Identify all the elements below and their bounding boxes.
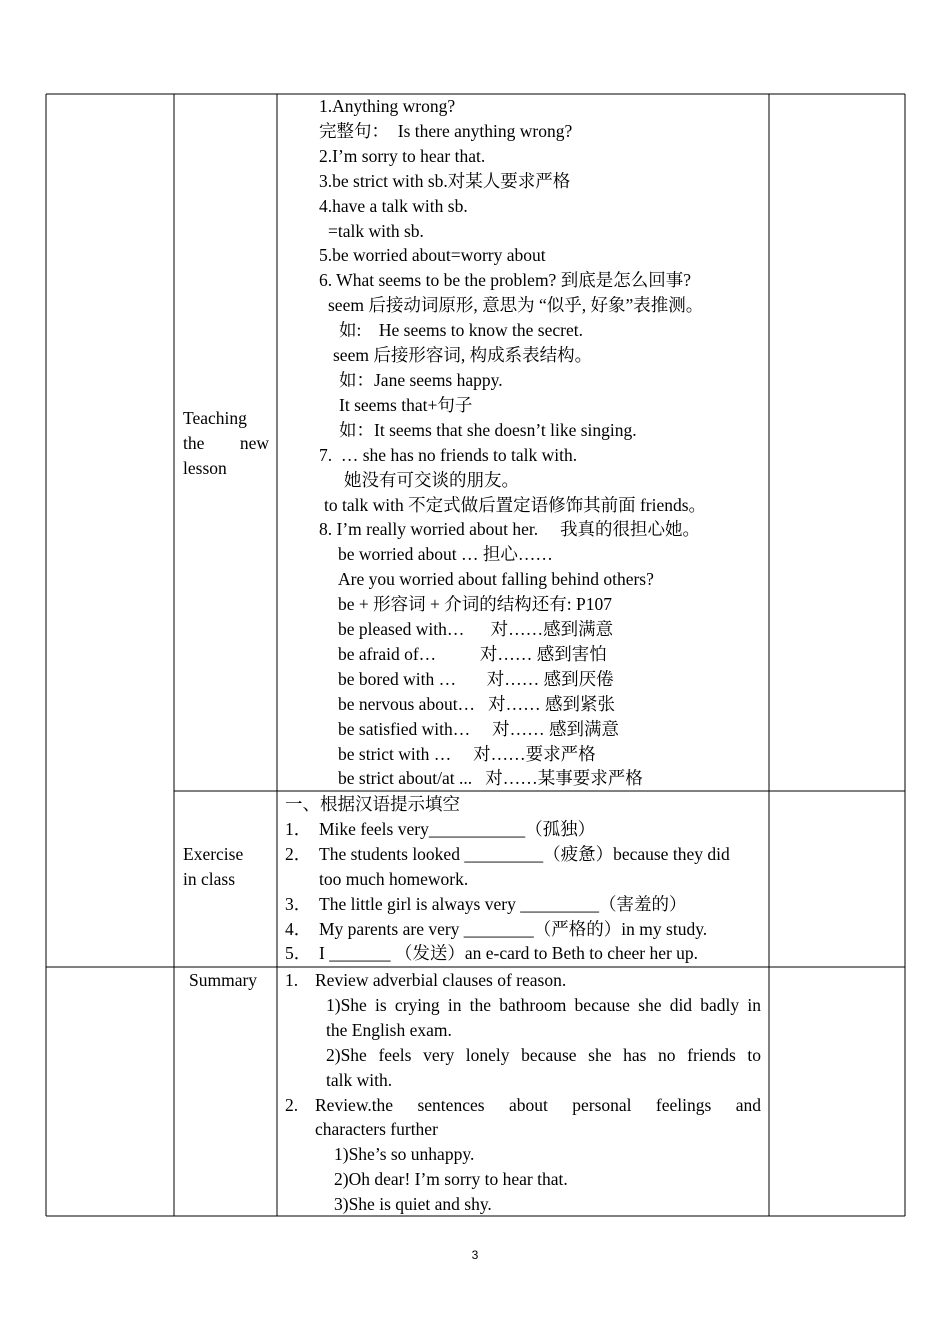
content-line: to talk with 不定式做后置定语修饰其前面 friends。 <box>324 494 707 515</box>
content-line: 6. What seems to be the problem? 到底是怎么回事? <box>319 270 691 291</box>
item-line: characters further <box>315 1119 438 1140</box>
content-line: be satisfied with… 对…… 感到满意 <box>338 718 619 739</box>
item-line: the English exam. <box>326 1019 452 1040</box>
label-line: Summary <box>189 970 258 990</box>
item-line: The students looked _________（疲惫）because they did <box>319 843 730 864</box>
content-line: be pleased with… 对……感到满意 <box>338 619 614 640</box>
summary-subitem <box>326 993 761 1043</box>
item-line: My parents are very ________（严格的）in my study. <box>319 918 708 939</box>
content-line: 4.have a talk with sb. <box>319 195 468 216</box>
label-line: Exercise <box>183 844 244 864</box>
label-line: Teaching <box>183 408 247 428</box>
content-line: 2.I’m sorry to hear that. <box>319 145 486 166</box>
content-line: be strict with … 对……要求严格 <box>338 743 596 764</box>
label-line: in class <box>183 868 236 889</box>
content-line: =talk with sb. <box>328 220 424 241</box>
content-line: 1.Anything wrong? <box>319 96 456 116</box>
content-line: be strict about/at ... 对……某事要求严格 <box>338 768 643 789</box>
item-number: 3． <box>285 893 312 914</box>
item-number: 2. <box>285 1094 299 1115</box>
exercise-item <box>285 941 763 966</box>
summary-item <box>285 968 761 993</box>
exercise-item <box>285 892 763 917</box>
content-line: be afraid of… 对…… 感到害怕 <box>338 643 607 664</box>
label-line: the new <box>183 432 269 453</box>
content-line: 5.be worried about=worry about <box>319 245 546 266</box>
item-line: talk with. <box>326 1069 393 1090</box>
exercise-section-label <box>183 842 269 892</box>
content-line: 3.be strict with sb.对某人要求严格 <box>319 170 571 191</box>
content-line: 7. … she has no friends to talk with. <box>319 444 578 465</box>
content-line: 8. I’m really worried about her. 我真的很担心她。 <box>319 519 701 540</box>
exercise-content <box>285 792 763 966</box>
content-line: 完整句： Is there anything wrong? <box>319 120 573 141</box>
content-line: 如: He seems to know the secret. <box>339 320 583 341</box>
item-line: Mike feels very___________（孤独） <box>319 818 596 839</box>
content-line: seem 后接动词原形, 意思为 “似乎, 好象”表推测。 <box>328 295 704 316</box>
summary-subitem <box>334 1142 761 1217</box>
item-number: 5． <box>285 943 312 964</box>
content-line: be + 形容词 + 介词的结构还有: P107 <box>338 594 612 615</box>
label-line: lesson <box>183 457 227 478</box>
item-number: 1. <box>285 970 299 990</box>
exercise-heading: 一、根据汉语提示填空 <box>285 794 460 814</box>
summary-subitem <box>326 1043 761 1093</box>
item-number: 2． <box>285 843 312 864</box>
exercise-item <box>285 917 763 942</box>
page-number: 3 <box>471 1248 479 1262</box>
content-line: It seems that+句子 <box>339 394 473 415</box>
teaching-section-label <box>183 406 269 481</box>
content-line: be nervous about… 对…… 感到紧张 <box>338 693 616 714</box>
item-line: The little girl is always very _________（害羞的） <box>319 893 687 914</box>
content-line: be bored with … 对…… 感到厌倦 <box>338 668 614 689</box>
exercise-item <box>285 842 763 892</box>
item-number: 1． <box>285 818 312 839</box>
summary-section-label <box>189 968 273 993</box>
item-line: Review adverbial clauses of reason. <box>315 970 567 990</box>
item-line: 2)Oh dear! I’m sorry to hear that. <box>334 1169 568 1190</box>
item-line: I _______ （发送）an e-card to Beth to cheer her up. <box>319 943 699 964</box>
exercise-item <box>285 817 763 842</box>
item-line: 1)She’s so unhappy. <box>334 1144 475 1165</box>
content-line: 如：Jane seems happy. <box>339 369 503 390</box>
content-line: be worried about … 担心…… <box>338 544 553 565</box>
content-line: 如：It seems that she doesn’t like singing. <box>339 419 637 440</box>
content-line: seem 后接形容词, 构成系表结构。 <box>333 345 593 366</box>
item-number: 4． <box>285 918 312 939</box>
item-line: Review.the sentences about personal feelings and <box>315 1094 761 1115</box>
content-line: 她没有可交谈的朋友。 <box>344 469 519 490</box>
summary-item <box>285 1093 761 1143</box>
content-line: Are you worried about falling behind others? <box>338 569 654 590</box>
item-line: 1)She is crying in the bathroom because she did badly in <box>326 994 761 1015</box>
summary-content <box>285 968 761 1217</box>
item-line: 3)She is quiet and shy. <box>334 1194 492 1215</box>
teaching-content <box>285 94 765 791</box>
item-line: too much homework. <box>319 868 469 889</box>
item-line: 2)She feels very lonely because she has no friends to <box>326 1044 761 1065</box>
